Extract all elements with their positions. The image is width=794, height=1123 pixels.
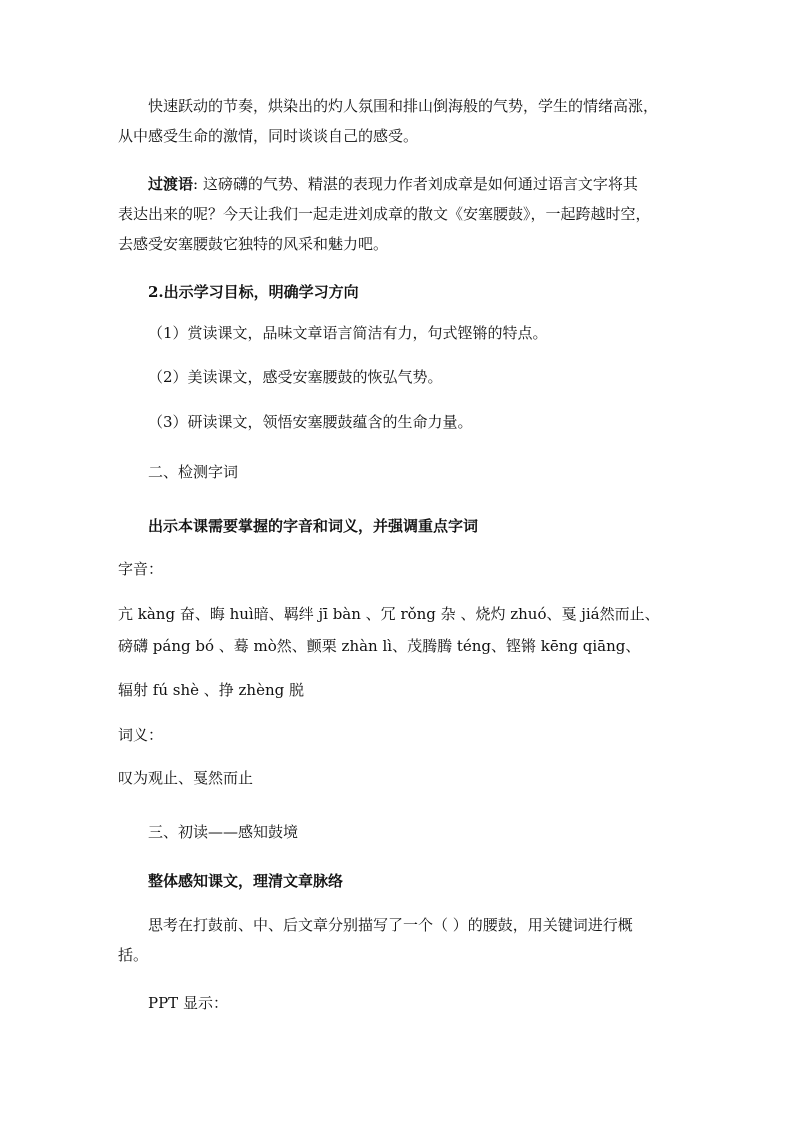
learning-goals-heading: 2.出示学习目标，明确学习方向 (148, 283, 359, 301)
paragraph-2-line-2: 表达出来的呢？今天让我们一起走进刘成章的散文《安塞腰鼓》，一起跨越时空， (118, 205, 651, 223)
pronunciation-line-2: 磅礴 páng bó 、蓦 mò然、颤栗 zhàn lì、茂腾腾 téng、铿锵 kēng qiāng、 (118, 637, 641, 655)
section-2-subheading: 出示本课需要掌握的字音和词义，并强调重点字词 (148, 517, 479, 535)
section-3-subheading: 整体感知课文，理清文章脉络 (148, 872, 344, 890)
learning-goal-2: （2）美读课文，感受安塞腰鼓的恢弘气势。 (148, 368, 443, 386)
question-line-2: 括。 (118, 946, 149, 964)
section-2-heading: 二、检测字词 (148, 463, 239, 481)
paragraph-1-line-1: 快速跃动的节奏，烘染出的灼人氛围和排山倒海般的气势，学生的情绪高涨， (148, 97, 659, 115)
meaning-label: 词义： (118, 726, 164, 744)
learning-goal-3: （3）研读课文，领悟安塞腰鼓蕴含的生命力量。 (148, 413, 473, 431)
transition-text: : 这磅礴的气势、精湛的表现力作者刘成章是如何通过语言文字将其 (193, 175, 638, 193)
transition-label: 过渡语 (148, 175, 194, 193)
pronunciation-label: 字音： (118, 560, 164, 578)
question-line-1: 思考在打鼓前、中、后文章分别描写了一个（ ）的腰鼓，用关键词进行概 (148, 916, 633, 934)
meaning-line: 叹为观止、戛然而止 (118, 769, 254, 787)
ppt-label: PPT 显示： (148, 994, 228, 1012)
paragraph-2-line-1 (148, 174, 718, 194)
pronunciation-line-1: 亢 kàng 奋、晦 huì暗、羁绊 jī bàn 、冗 rǒng 杂 、烧灼 zhuó、戛 jiá然而止、 (118, 605, 660, 623)
section-3-heading: 三、初读——感知鼓境 (148, 823, 299, 841)
paragraph-1-line-2: 从中感受生命的激情，同时谈谈自己的感受。 (118, 127, 419, 145)
pronunciation-line-3: 辐射 fú shè 、挣 zhèng 脱 (118, 681, 304, 699)
paragraph-2-line-3: 去感受安塞腰鼓它独特的风采和魅力吧。 (118, 235, 389, 253)
learning-goal-1: （1）赏读课文，品味文章语言简洁有力，句式铿锵的特点。 (148, 324, 548, 342)
